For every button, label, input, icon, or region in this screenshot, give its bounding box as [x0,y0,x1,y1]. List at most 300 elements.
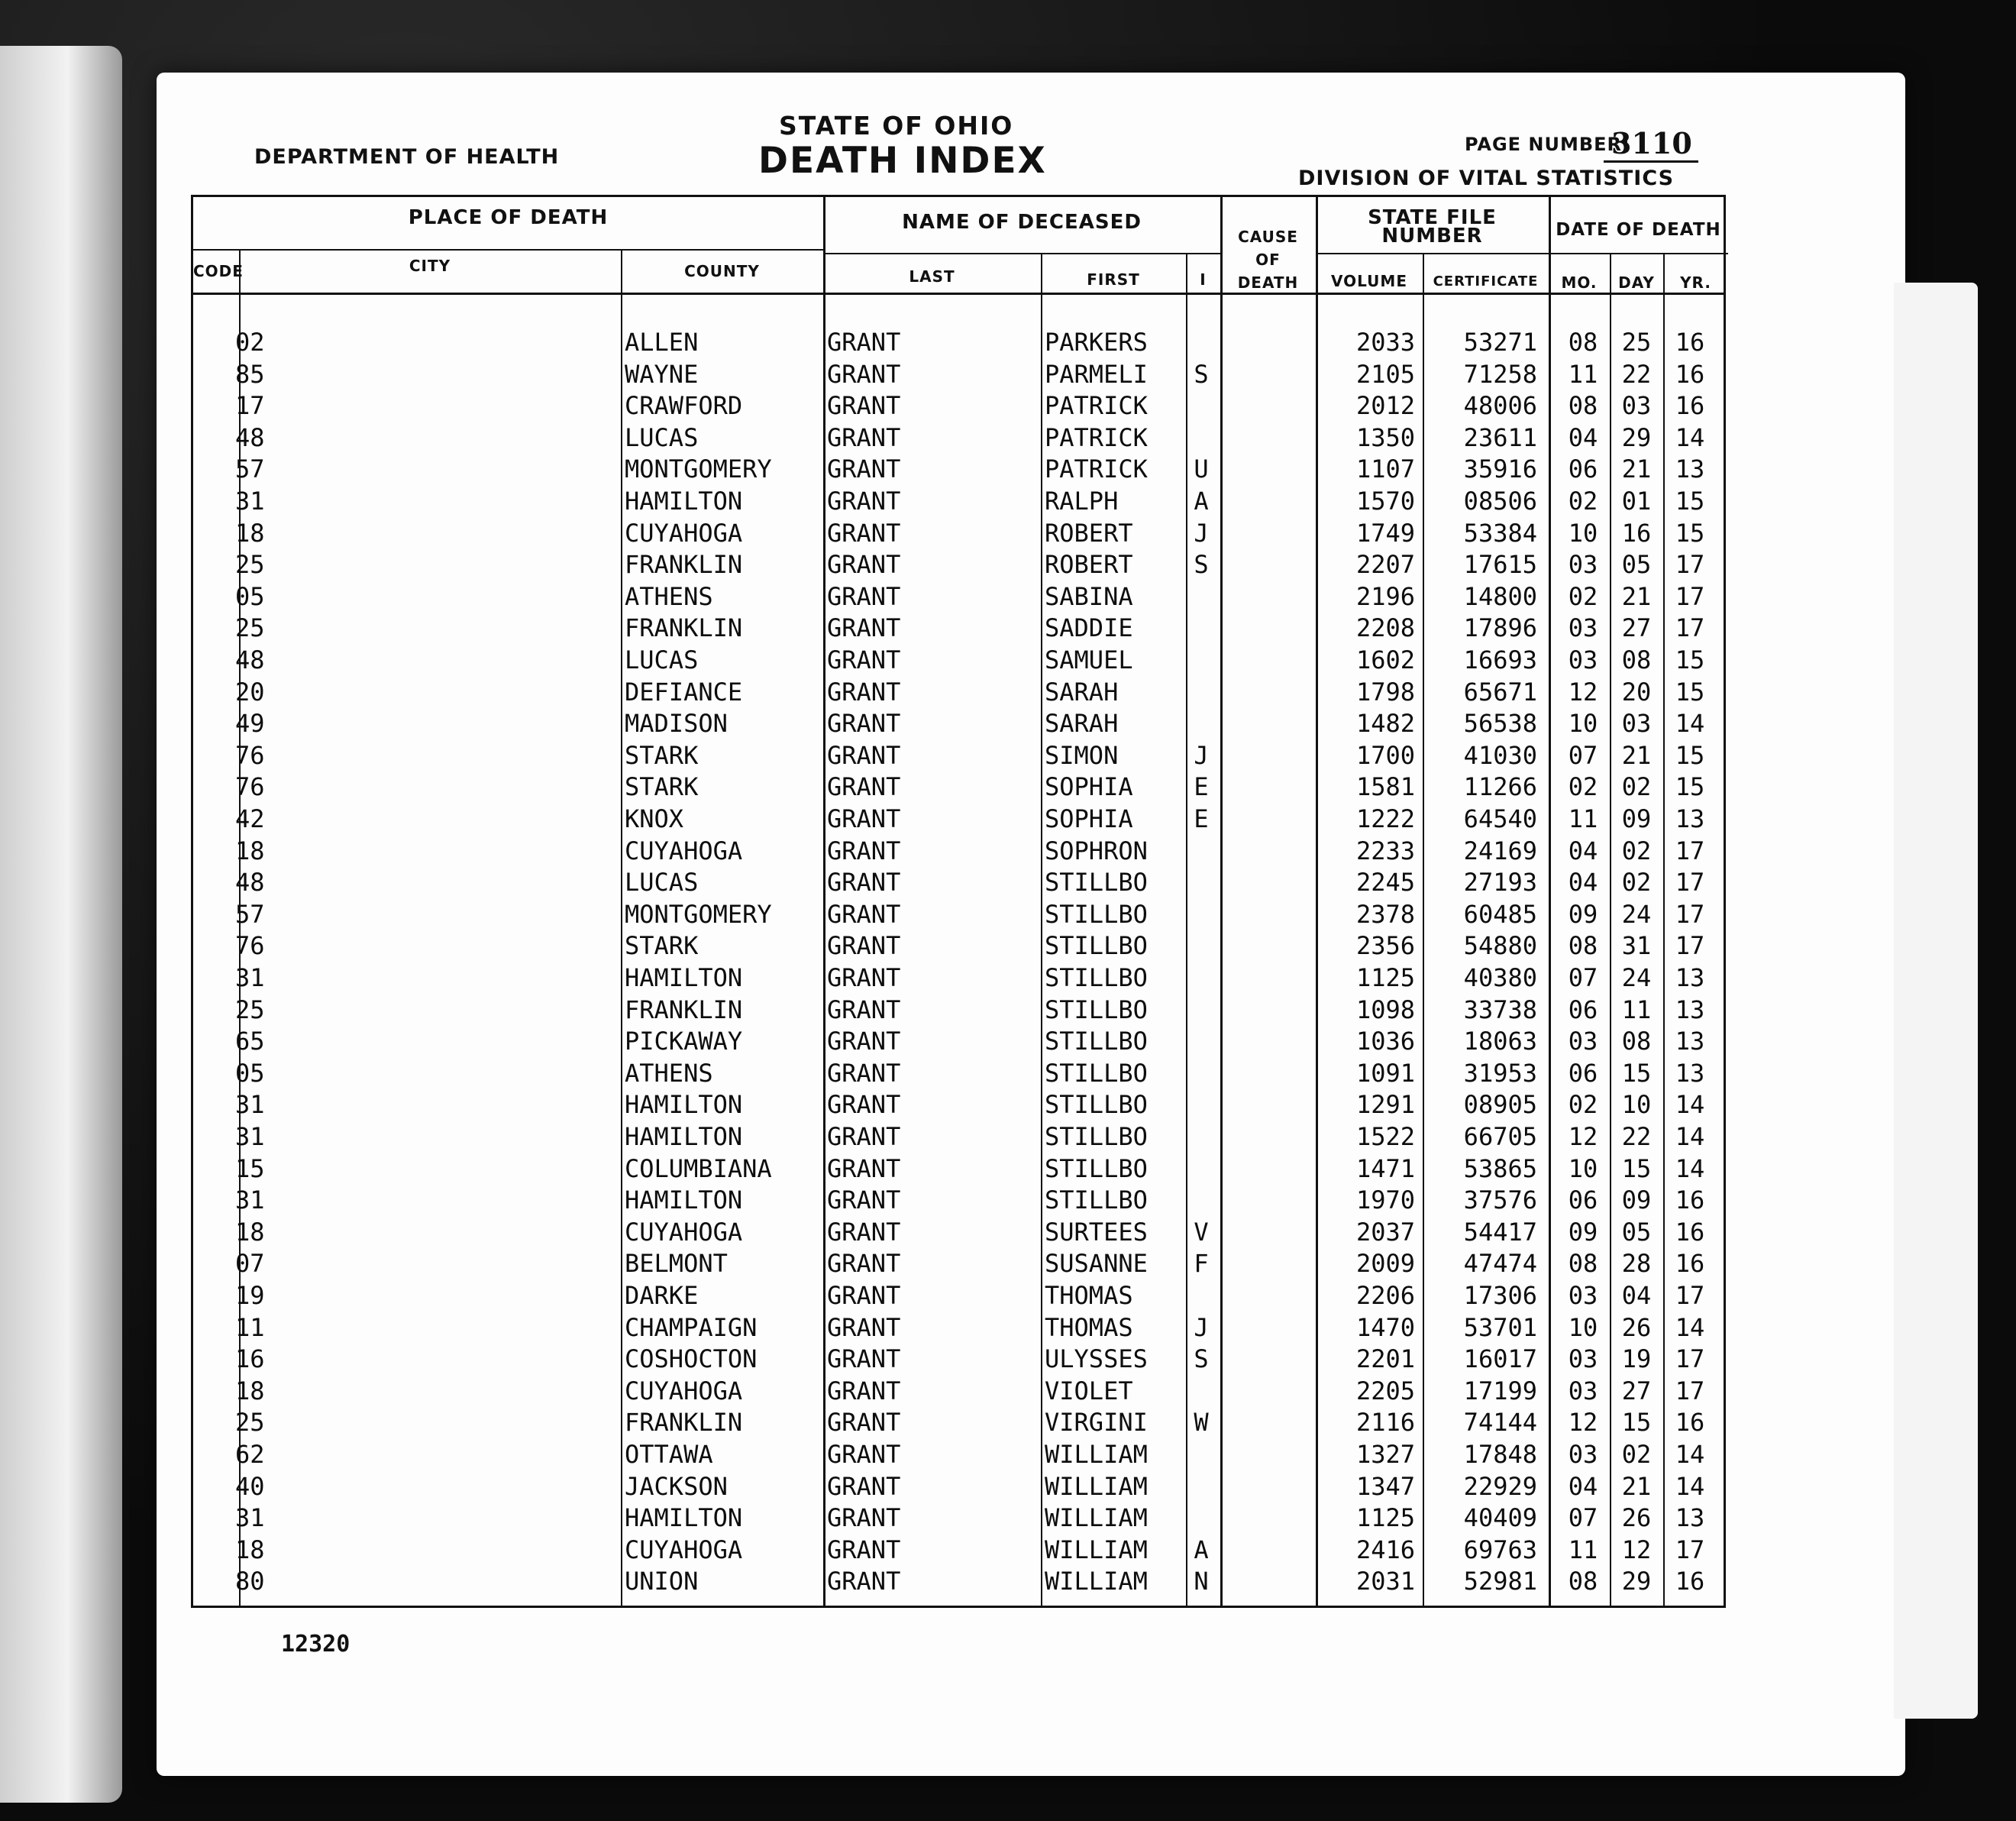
county-cell: MADISON [625,709,728,739]
volume-cell: 2233 [1355,836,1415,865]
year-cell: 17 [1675,613,1705,643]
month-cell: 02 [1568,581,1598,611]
last-name-cell: GRANT [827,931,901,961]
first-name-cell: STILLBO [1045,1185,1148,1215]
county-cell: HAMILTON [625,963,743,992]
certificate-cell: 17199 [1463,1376,1537,1405]
initial-cell: F [1194,1249,1209,1279]
county-cell: COLUMBIANA [625,1153,772,1183]
county-cell: HAMILTON [625,1185,743,1215]
month-cell: 10 [1568,709,1598,739]
county-cell: FRANKLIN [625,1408,743,1438]
county-cell: FRANKLIN [625,995,743,1024]
code-cell: 76 [235,931,265,961]
certificate-cell: 56538 [1463,709,1537,739]
last-name-cell: GRANT [827,677,901,707]
first-name-cell: SARAH [1045,677,1119,707]
code-cell: 18 [235,1535,265,1564]
certificate-cell: 71258 [1463,359,1537,389]
first-name-cell: PARKERS [1045,328,1148,357]
last-name-cell: GRANT [827,899,901,929]
month-cell: 04 [1568,868,1598,898]
initial-cell: S [1194,359,1209,389]
last-name-cell: GRANT [827,772,901,802]
table-row [193,518,1724,550]
first-name-cell: STILLBO [1045,1153,1148,1183]
certificate-cell: 53271 [1463,328,1537,357]
county-cell: WAYNE [625,359,699,389]
code-cell: 48 [235,422,265,452]
initial-cell: A [1194,1535,1209,1564]
month-cell: 02 [1568,772,1598,802]
table-row [193,899,1724,931]
last-name-cell: GRANT [827,613,901,643]
month-cell: 10 [1568,1312,1598,1342]
certificate-cell: 69763 [1463,1535,1537,1564]
code-cell: 18 [235,518,265,548]
initial-cell: S [1194,1344,1209,1374]
last-name-cell: GRANT [827,1535,901,1564]
day-cell: 21 [1621,581,1652,611]
table-row [193,422,1724,454]
first-header: FIRST [1087,270,1140,289]
certificate-cell: 53865 [1463,1153,1537,1183]
cause-header-line1: CAUSE [1238,228,1298,246]
volume-cell: 1291 [1355,1090,1415,1120]
first-name-cell: SOPHIA [1045,804,1133,833]
certificate-cell: 24169 [1463,836,1537,865]
volume-cell: 1470 [1355,1312,1415,1342]
certificate-cell: 16693 [1463,645,1537,674]
header-rule-place [193,249,823,251]
code-cell: 62 [235,1440,265,1469]
year-cell: 13 [1675,1503,1705,1533]
year-cell: 15 [1675,677,1705,707]
certificate-cell: 27193 [1463,868,1537,898]
year-cell: 16 [1675,359,1705,389]
table-row [193,1312,1724,1344]
day-cell: 25 [1621,328,1652,357]
volume-cell: 2037 [1355,1217,1415,1247]
code-cell: 31 [235,1122,265,1151]
table-row [193,613,1724,645]
year-cell: 13 [1675,963,1705,992]
certificate-cell: 41030 [1463,740,1537,770]
month-cell: 03 [1568,1027,1598,1056]
county-cell: ATHENS [625,1058,713,1088]
year-cell: 13 [1675,1058,1705,1088]
first-name-cell: PATRICK [1045,422,1148,452]
last-name-cell: GRANT [827,1058,901,1088]
date-of-death-header: DATE OF DEATH [1556,220,1721,240]
table-row [193,677,1724,709]
header-rule-name [823,253,1220,254]
certificate-cell: 17306 [1463,1281,1537,1310]
month-cell: 12 [1568,1122,1598,1151]
certificate-cell: 48006 [1463,391,1537,421]
year-cell: 15 [1675,772,1705,802]
code-cell: 25 [235,1408,265,1438]
year-cell: 14 [1675,1153,1705,1183]
volume-cell: 1222 [1355,804,1415,833]
last-name-cell: GRANT [827,836,901,865]
table-row [193,930,1724,962]
table-row [193,1502,1724,1535]
code-cell: 80 [235,1567,265,1596]
last-name-cell: GRANT [827,1567,901,1596]
volume-cell: 2201 [1355,1344,1415,1374]
county-cell: STARK [625,740,699,770]
year-cell: 14 [1675,1312,1705,1342]
county-cell: HAMILTON [625,1122,743,1151]
county-cell: OTTAWA [625,1440,713,1469]
table-row [193,1185,1724,1217]
volume-cell: 1970 [1355,1185,1415,1215]
month-cell: 07 [1568,963,1598,992]
year-cell: 14 [1675,1440,1705,1469]
county-cell: COSHOCTON [625,1344,758,1374]
county-cell: MONTGOMERY [625,899,772,929]
first-name-cell: STILLBO [1045,1090,1148,1120]
day-cell: 15 [1621,1058,1652,1088]
county-cell: LUCAS [625,422,699,452]
volume-cell: 2116 [1355,1408,1415,1438]
first-name-cell: SABINA [1045,581,1133,611]
last-name-cell: GRANT [827,1122,901,1151]
last-name-cell: GRANT [827,1376,901,1405]
day-cell: 29 [1621,1567,1652,1596]
certificate-cell: 47474 [1463,1249,1537,1279]
county-cell: CHAMPAIGN [625,1312,758,1342]
volume-cell: 2009 [1355,1249,1415,1279]
year-cell: 17 [1675,581,1705,611]
last-name-cell: GRANT [827,487,901,516]
certificate-cell: 14800 [1463,581,1537,611]
day-cell: 24 [1621,899,1652,929]
year-cell: 16 [1675,1217,1705,1247]
initial-cell: E [1194,804,1209,833]
volume-cell: 2196 [1355,581,1415,611]
day-cell: 21 [1621,454,1652,484]
certificate-cell: 54880 [1463,931,1537,961]
code-cell: 31 [235,1503,265,1533]
day-cell: 28 [1621,1249,1652,1279]
code-cell: 31 [235,487,265,516]
initial-cell: N [1194,1567,1209,1596]
page-edge-strip [1894,283,1978,1719]
first-name-cell: WILLIAM [1045,1471,1148,1501]
month-cell: 06 [1568,1185,1598,1215]
year-cell: 17 [1675,550,1705,580]
volume-cell: 1350 [1355,422,1415,452]
certificate-cell: 60485 [1463,899,1537,929]
month-cell: 02 [1568,487,1598,516]
volume-cell: 1098 [1355,995,1415,1024]
first-name-cell: PATRICK [1045,454,1148,484]
last-name-cell: GRANT [827,1185,901,1215]
day-cell: 12 [1621,1535,1652,1564]
county-cell: LUCAS [625,868,699,898]
county-cell: CUYAHOGA [625,1217,743,1247]
last-name-cell: GRANT [827,1471,901,1501]
year-cell: 16 [1675,1408,1705,1438]
county-cell: CUYAHOGA [625,518,743,548]
day-cell: 01 [1621,487,1652,516]
page-title: DEATH INDEX [758,140,1047,182]
table-row [193,1121,1724,1153]
last-name-cell: GRANT [827,1344,901,1374]
first-name-cell: SOPHIA [1045,772,1133,802]
table-row [193,836,1724,868]
code-cell: 25 [235,613,265,643]
initial-cell: A [1194,487,1209,516]
table-row [193,327,1724,359]
certificate-cell: 08506 [1463,487,1537,516]
state-label: STATE OF OHIO [779,111,1014,141]
code-cell: 05 [235,581,265,611]
code-cell: 57 [235,899,265,929]
year-cell: 13 [1675,1027,1705,1056]
volume-cell: 1798 [1355,677,1415,707]
code-cell: 76 [235,740,265,770]
initial-header: I [1200,270,1207,289]
certificate-cell: 65671 [1463,677,1537,707]
year-cell: 17 [1675,1281,1705,1310]
code-cell: 57 [235,454,265,484]
county-cell: JACKSON [625,1471,728,1501]
county-cell: ATHENS [625,581,713,611]
code-cell: 31 [235,1185,265,1215]
first-name-cell: SOPHRON [1045,836,1148,865]
year-cell: 16 [1675,1567,1705,1596]
table-row [193,1407,1724,1439]
adjacent-page-edge [0,46,122,1803]
last-name-cell: GRANT [827,709,901,739]
code-cell: 15 [235,1153,265,1183]
first-name-cell: PARMELI [1045,359,1148,389]
day-cell: 11 [1621,995,1652,1024]
table-row [193,1058,1724,1090]
first-name-cell: THOMAS [1045,1312,1133,1342]
header-bottom-rule [193,293,1724,295]
yr-header: YR. [1680,273,1711,292]
month-cell: 03 [1568,613,1598,643]
day-cell: 27 [1621,1376,1652,1405]
death-index-table [191,195,1726,1608]
certificate-cell: 17848 [1463,1440,1537,1469]
volume-cell: 1091 [1355,1058,1415,1088]
first-name-cell: WILLIAM [1045,1567,1148,1596]
volume-cell: 2012 [1355,391,1415,421]
code-cell: 85 [235,359,265,389]
month-cell: 09 [1568,1217,1598,1247]
last-name-cell: GRANT [827,581,901,611]
first-name-cell: SURTEES [1045,1217,1148,1247]
day-cell: 19 [1621,1344,1652,1374]
place-of-death-header: PLACE OF DEATH [408,206,609,229]
first-name-cell: STILLBO [1045,1027,1148,1056]
county-cell: FRANKLIN [625,613,743,643]
year-cell: 15 [1675,487,1705,516]
volume-header: VOLUME [1331,272,1407,290]
last-name-cell: GRANT [827,1408,901,1438]
volume-cell: 1700 [1355,740,1415,770]
volume-cell: 2206 [1355,1281,1415,1310]
month-cell: 03 [1568,1376,1598,1405]
day-cell: 05 [1621,1217,1652,1247]
day-cell: 09 [1621,804,1652,833]
last-name-cell: GRANT [827,963,901,992]
table-row [193,581,1724,613]
year-cell: 17 [1675,1376,1705,1405]
table-row [193,962,1724,995]
table-row [193,771,1724,804]
year-cell: 16 [1675,1185,1705,1215]
last-name-cell: GRANT [827,1153,901,1183]
month-cell: 04 [1568,422,1598,452]
table-row [193,1566,1724,1598]
county-cell: CRAWFORD [625,391,743,421]
county-cell: DEFIANCE [625,677,743,707]
day-cell: 04 [1621,1281,1652,1310]
certificate-cell: 66705 [1463,1122,1537,1151]
day-cell: 16 [1621,518,1652,548]
certificate-cell: 64540 [1463,804,1537,833]
day-cell: 22 [1621,359,1652,389]
table-row [193,995,1724,1027]
volume-cell: 1347 [1355,1471,1415,1501]
day-cell: 02 [1621,868,1652,898]
certificate-cell: 40380 [1463,963,1537,992]
volume-cell: 1036 [1355,1027,1415,1056]
volume-cell: 1327 [1355,1440,1415,1469]
certificate-cell: 23611 [1463,422,1537,452]
code-cell: 05 [235,1058,265,1088]
certificate-cell: 35916 [1463,454,1537,484]
table-row [193,1280,1724,1312]
table-row [193,740,1724,772]
table-row [193,1376,1724,1408]
county-header: COUNTY [684,262,760,280]
first-name-cell: THOMAS [1045,1281,1133,1310]
year-cell: 15 [1675,645,1705,674]
first-name-cell: STILLBO [1045,1122,1148,1151]
certificate-cell: 74144 [1463,1408,1537,1438]
name-of-deceased-header: NAME OF DECEASED [902,211,1142,234]
header-rule-file-date [1316,253,1728,254]
code-cell: 40 [235,1471,265,1501]
day-cell: 02 [1621,772,1652,802]
code-cell: 11 [235,1312,265,1342]
year-cell: 17 [1675,899,1705,929]
code-cell: 19 [235,1281,265,1310]
day-cell: 08 [1621,645,1652,674]
day-cell: 21 [1621,1471,1652,1501]
county-cell: CUYAHOGA [625,1535,743,1564]
volume-cell: 2208 [1355,613,1415,643]
year-cell: 17 [1675,1344,1705,1374]
initial-cell: J [1194,740,1209,770]
last-name-cell: GRANT [827,454,901,484]
table-row [193,390,1724,422]
last-header: LAST [909,267,955,286]
table-row [193,1471,1724,1503]
year-cell: 16 [1675,328,1705,357]
last-name-cell: GRANT [827,1281,901,1310]
certificate-cell: 11266 [1463,772,1537,802]
initial-cell: J [1194,518,1209,548]
month-cell: 09 [1568,899,1598,929]
first-name-cell: ULYSSES [1045,1344,1148,1374]
certificate-cell: 18063 [1463,1027,1537,1056]
code-cell: 16 [235,1344,265,1374]
county-cell: FRANKLIN [625,550,743,580]
first-name-cell: ROBERT [1045,550,1133,580]
volume-cell: 1749 [1355,518,1415,548]
volume-cell: 1570 [1355,487,1415,516]
footer-number: 12320 [281,1631,351,1658]
code-cell: 65 [235,1027,265,1056]
month-cell: 08 [1568,1567,1598,1596]
code-cell: 49 [235,709,265,739]
day-cell: 15 [1621,1408,1652,1438]
county-cell: KNOX [625,804,684,833]
year-cell: 15 [1675,518,1705,548]
certificate-header: CERTIFICATE [1433,273,1539,289]
year-cell: 17 [1675,868,1705,898]
month-cell: 04 [1568,1471,1598,1501]
first-name-cell: WILLIAM [1045,1440,1148,1469]
initial-cell: S [1194,550,1209,580]
code-cell: 17 [235,391,265,421]
last-name-cell: GRANT [827,1090,901,1120]
month-cell: 12 [1568,1408,1598,1438]
month-cell: 08 [1568,328,1598,357]
month-cell: 10 [1568,1153,1598,1183]
certificate-cell: 40409 [1463,1503,1537,1533]
day-cell: 22 [1621,1122,1652,1151]
first-name-cell: RALPH [1045,487,1119,516]
code-cell: 31 [235,1090,265,1120]
initial-cell: J [1194,1312,1209,1342]
month-cell: 03 [1568,1281,1598,1310]
year-cell: 17 [1675,1535,1705,1564]
day-cell: 31 [1621,931,1652,961]
certificate-cell: 17896 [1463,613,1537,643]
code-header: CODE [193,262,244,280]
code-cell: 07 [235,1249,265,1279]
day-cell: 21 [1621,740,1652,770]
table-row [193,1439,1724,1471]
year-cell: 17 [1675,931,1705,961]
initial-cell: E [1194,772,1209,802]
county-cell: CUYAHOGA [625,836,743,865]
volume-cell: 1581 [1355,772,1415,802]
first-name-cell: PATRICK [1045,391,1148,421]
day-cell: 02 [1621,1440,1652,1469]
year-cell: 15 [1675,740,1705,770]
volume-cell: 1471 [1355,1153,1415,1183]
day-cell: 09 [1621,1185,1652,1215]
day-cell: 20 [1621,677,1652,707]
volume-cell: 2031 [1355,1567,1415,1596]
certificate-cell: 08905 [1463,1090,1537,1120]
county-cell: LUCAS [625,645,699,674]
code-cell: 18 [235,836,265,865]
day-cell: 15 [1621,1153,1652,1183]
first-name-cell: STILLBO [1045,868,1148,898]
year-cell: 13 [1675,995,1705,1024]
